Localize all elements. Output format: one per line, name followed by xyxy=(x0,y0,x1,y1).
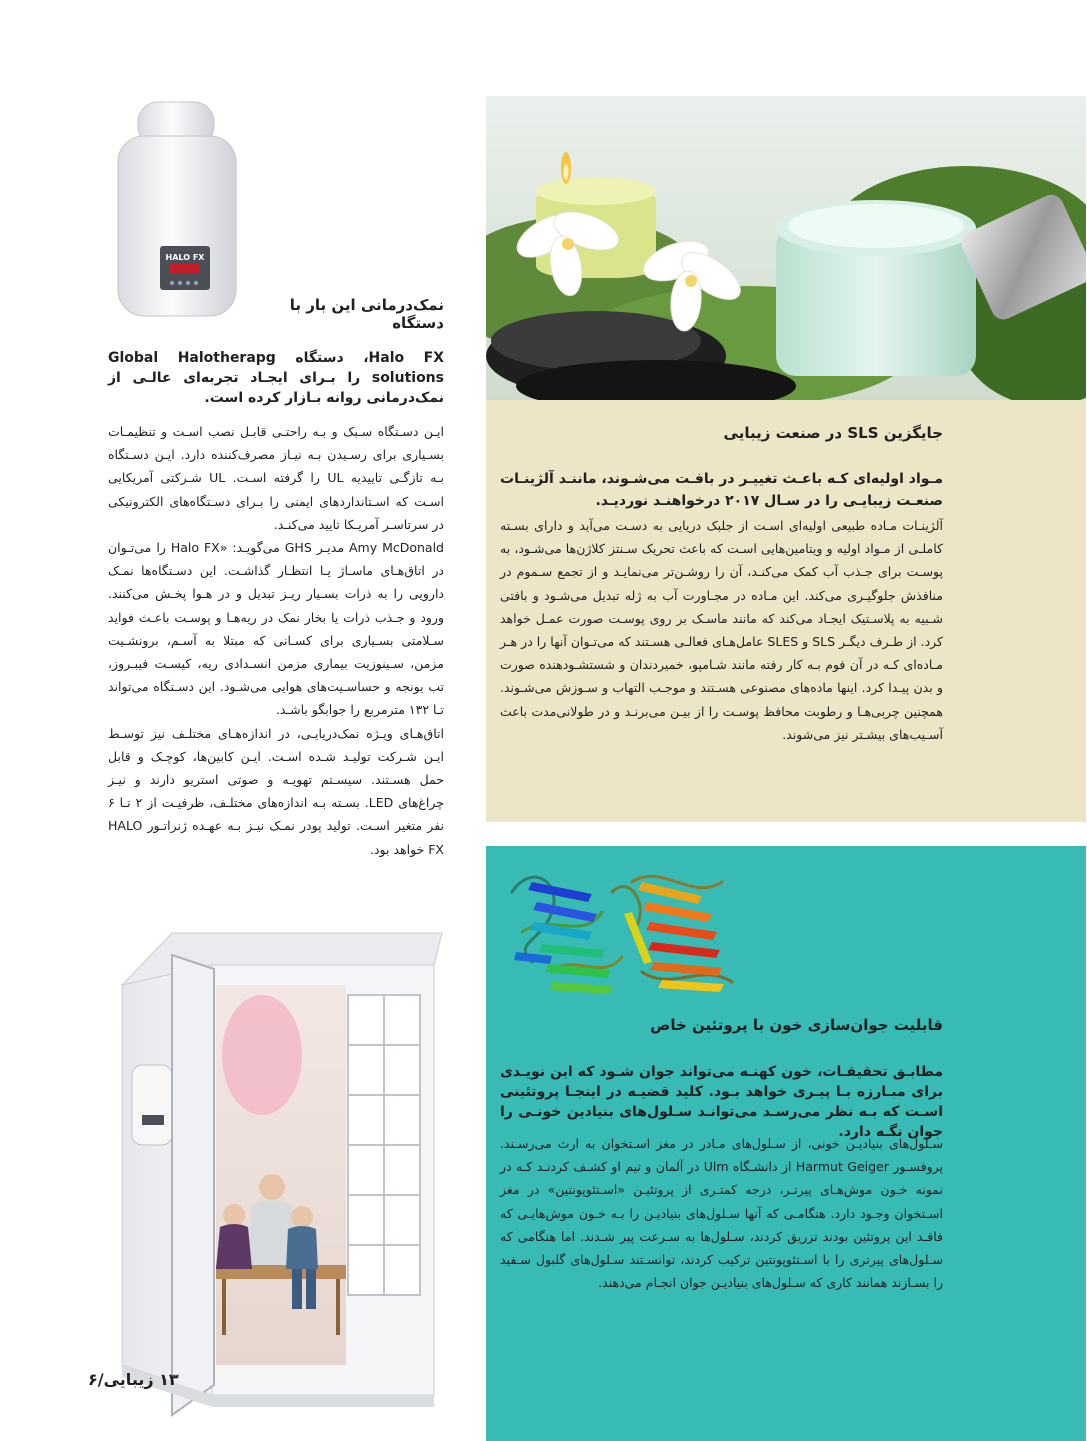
left-article-body xyxy=(108,420,444,861)
sls-paragraph: آلژینـات مـاده طبیعی اولیه‌ای اسـت از جلبک دریایی به دسـت می‌آید و دارای بسـته کاملـی از مـواد اولیه و ویتامین‌هایی اسـت که باعث تحریک سـنتز کلاژن‌ها می‌شـود، به پوسـت برای جـذب آب کمک می‌کنـد، آن را روشـن‌تر می‌نمایـد و از تجمع سـموم در منافذش جلوگیـری می‌کند. این مـاده در مجـاورت آب به ژله تبدیل می‌شـود و بافتی شـبیه به پلاسـتیک ایجـاد می‌کند که مانند ماسـک بر روی پوسـت صورت عمـل خواهد کرد. از طـرف دیگـر SLS و SLES عامل‌هـای فعالـی هسـتند که می‌تـوان آنها را در هـر مـاده‌ای کـه در آن فوم بـه کار رفته مانند شـامپو، خمیردندان و شستشـودهنده صورت و بدن پیـدا کرد. اینها ماده‌های مصنوعی هسـتند و موجـب التهاب و سـوزش می‌شـوند. همچنین چربی‌هـا و رطوبت محافظ پوسـت را از بیـن می‌برنـد و در طولانی‌مدت باعث آسـیب‌های بیشـتر نیز می‌شوند. xyxy=(500,518,944,742)
left-article-lead: Halo FX، دستگاه Global Halotherapg solutions را بـرای ایجـاد تجربه‌ای عالـی از نمک‌درمانی روانه بـازار کرده است. xyxy=(108,350,444,406)
spa-photo xyxy=(486,96,1086,400)
sls-body xyxy=(500,514,943,746)
left-article-title: نمک‌درمانی این بار با دستگاه xyxy=(289,296,444,332)
protein-illustration xyxy=(492,852,754,1008)
protein-title: قابلیت جوان‌سازی خون با پروتئین خاص xyxy=(650,1016,943,1034)
halo-device-illustration xyxy=(110,98,240,323)
salt-cabin-photo xyxy=(112,925,444,1417)
left-paragraph: ایـن دسـتگاه سـبک و بـه راحتـی قابـل نصب اسـت و تنظیمـات بسـیاری برای رسـیدن بـه نیـاز مصرف‌کننده دارد. ایـن دسـتگاه بـه تازگـی تاییدیه UL را گرفته اسـت. UL شـرکتی آمریکایی اسـت که اسـتانداردهای ایمنی را بـرای دسـتگاه‌های الکترونیکی در سرتاسـر آمریـکا تایید می‌کنـد. xyxy=(108,424,445,532)
protein-structure-image xyxy=(492,852,754,1008)
protein-body xyxy=(500,1132,943,1294)
sls-lead: مـواد اولیه‌ای کـه باعـث تغییـر در بافـت می‌شـوند، ماننـد آلژینـات صنعـت زیبایـی را در سـال ۲۰۱۷ درخواهنـد نوردیـد. xyxy=(500,471,943,509)
left-paragraph: اتاق‌هـای ویـژه نمک‌دریایـی، در اندازه‌هـای مختلـف نیز توسـط ایـن شـرکت تولیـد شـده اسـت. ایـن کابین‌ها، کوچـک و قابل حمل هسـتند. سیسـتم تهویـه و صوتی استریو دارند و نیـز چراغ‌های LED. بسـته بـه اندازه‌های مختلـف، ظرفیـت از ۲ تـا ۶ نفر متغیر اسـت. تولید پودر نمـک نیـز بـه عهـده ژنراتـور HALO FX خواهد بود. xyxy=(108,725,444,857)
salt-cabin-illustration xyxy=(112,925,444,1417)
page-number: ۱۳ زیبایی/۶ xyxy=(88,1370,179,1389)
protein-lead: مطابـق تحقیقـات، خون کهنـه می‌تواند جوان شـود که این نویـدی برای مبـارزه بـا پیـری خواهد بـود. کلید قضیـه در اینجـا پروتئینی اسـت که بـه نظر می‌رسـد می‌توانـد سـلول‌های بنیادین خونـی را جوان نگـه دارد. xyxy=(500,1064,943,1140)
left-paragraph: Amy McDonald مدیـر GHS می‌گویـد: «Halo FX را می‌تـوان در اتاق‌هـای ماسـاژ یـا انتظـار گذاشـت. این دسـتگاه‌ها نمـک دارویی را به ذرات بسـیار ریـز تبدیل و در هـوا پخـش می‌کنند. ورود و جـذب ذرات یا بخار نمک در ریه‌هـا و پوسـت باعـث فواید سـلامتی بسـیاری برای کسـانی که مبتلا به آسـم، برونشـیت مزمن، سـینوزیت بیماری مزمن انسـدادی ریه، کیسـت فیبـروز، تب یونجه و حساسـیت‌های هوایی می‌شـود. این دسـتگاه می‌تواند تـا ۱۳۲ مترمربع را جوابگو باشـد. xyxy=(108,540,444,718)
halo-device-photo xyxy=(110,98,240,323)
device-label: HALO FX xyxy=(165,253,205,262)
protein-paragraph: سـلول‌های بنیادیـن خونی، از سـلول‌های مـادر در مغز اسـتخوان به ارث می‌رسـند. پروفسـور Harmut Geiger از دانشـگاه Ulm در آلمان و تیم او کشـف کردنـد کـه در نمونه خـون موش‌هـای پیرتـر، درجه کمتـری از پروتئیـن «اسـتئوپونتین» در مغز اسـتخوان وجـود دارد. هنگامـی که آنها سـلول‌های بنیادیـن را بـه خـون موش‌هایـی که فاقـد این پروتئین بودند تزریق کردند، سـلول‌ها به سـرعت پیر شـدند. اما هنگامی که سـلول‌های پیرتری را با اسـتئوپونتین ترکیب کردند، توانسـتند سـلول‌های گلبول سـفید را بسـازند همانند کاری که سـلول‌های بنیادیـن جوان انجـام می‌دهند. xyxy=(500,1136,944,1291)
spa-illustration xyxy=(486,96,1086,400)
sls-title: جایگزین SLS در صنعت زیبایی xyxy=(723,424,943,442)
